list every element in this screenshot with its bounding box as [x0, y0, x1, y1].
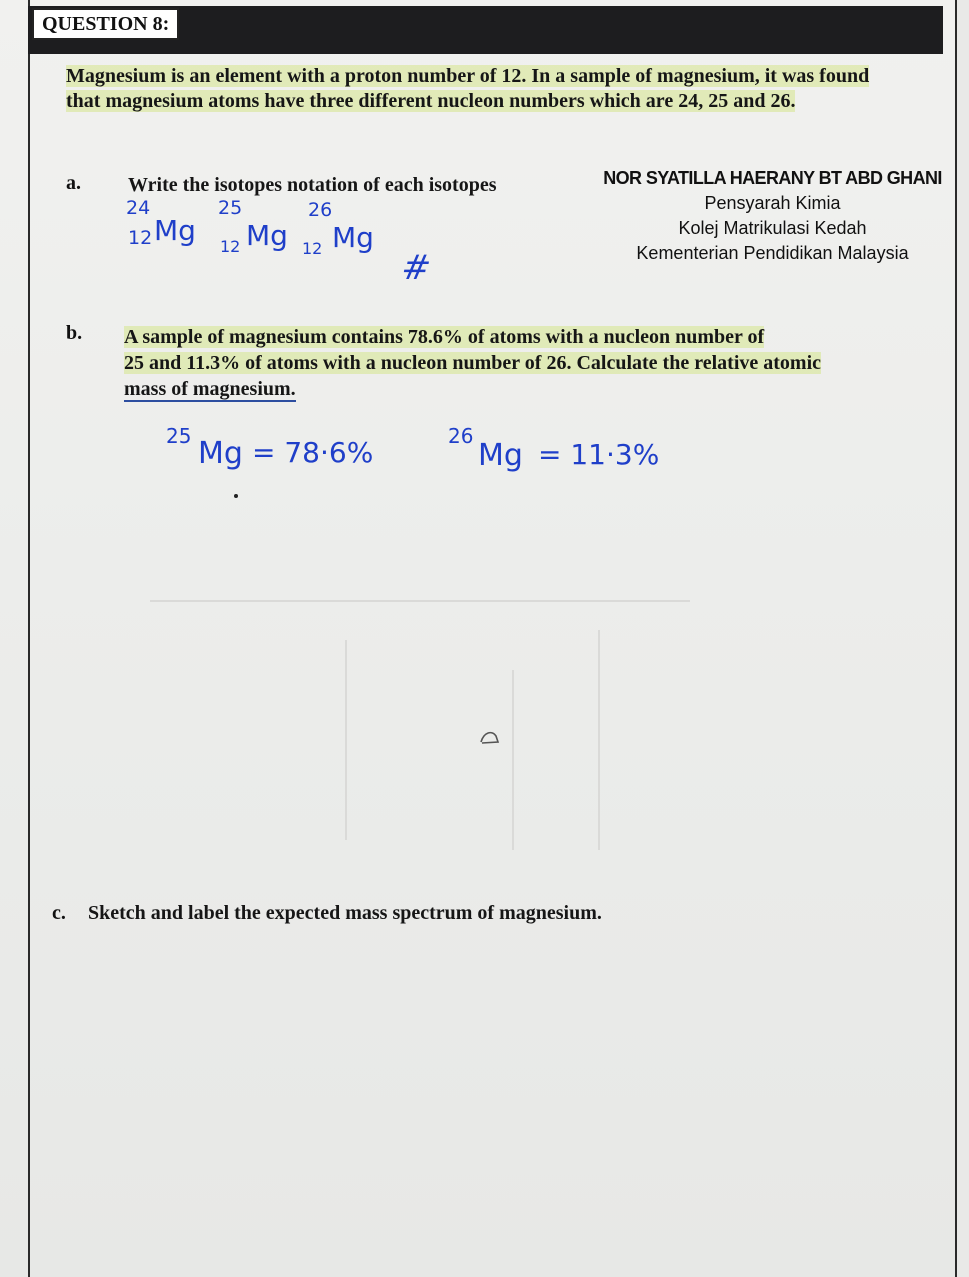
bleed-through-line	[598, 630, 600, 850]
end-mark: #	[398, 248, 435, 288]
part-c-question: Sketch and label the expected mass spectrum of magnesium.	[88, 902, 602, 924]
bleed-through-line	[150, 600, 690, 602]
worksheet-page: QUESTION 8: Magnesium is an element with a proton number of 12. In a sample of magnesium, it was found that magnesium atoms have three different nucleon numbers which are 24, 25 and 26. a. Write the isotopes notation of each isotopes 24 12 Mg 25 12 Mg 26 12 Mg # NOR SYATILLA HAERANY BT ABD GHANI Pensyarah Kimia Kolej Matrikulasi Kedah Kementerian Pendidikan Malaysia b. A sample of magnesium contains 78.6% of atoms with a nucleon number of 25 and 11.3% of atoms with a nucleon number of 26. Calculate the relative atomic mass of magnesium. 25 Mg = 78·6% 26 Mg = 11·3% c. Sketch and label the expected mass spectrum of magnesium.	[0, 0, 957, 1277]
bleed-through-line	[512, 670, 514, 850]
stamp-name: NOR SYATILLA HAERANY BT ABD GHANI	[603, 168, 942, 188]
stamp-title: Pensyarah Kimia	[704, 193, 841, 213]
part-b-line-2: 25 and 11.3% of atoms with a nucleon number of 26. Calculate the relative atomic	[124, 352, 822, 374]
pencil-mark-icon	[478, 728, 502, 746]
part-b-letter: b.	[66, 322, 83, 344]
stamp-college: Kolej Matrikulasi Kedah	[678, 218, 867, 238]
bleed-through-line	[345, 640, 347, 840]
stamp-ministry: Kementerian Pendidikan Malaysia	[636, 243, 909, 263]
part-a-letter: a.	[66, 172, 81, 194]
part-a-question: Write the isotopes notation of each isotopes	[128, 174, 497, 196]
intro-paragraph	[66, 64, 926, 114]
lecturer-stamp	[600, 166, 945, 266]
intro-line-1: Magnesium is an element with a proton number of 12. In a sample of magnesium, it was found	[66, 65, 870, 87]
part-b-line-1: A sample of magnesium contains 78.6% of atoms with a nucleon number of	[124, 326, 765, 348]
part-b-question	[124, 324, 884, 402]
part-c-letter: c.	[52, 902, 66, 924]
intro-line-2: that magnesium atoms have three different nucleon numbers which are 24, 25 and 26.	[66, 90, 796, 112]
ink-dot	[234, 494, 238, 498]
question-label: QUESTION 8:	[32, 8, 179, 40]
part-b-line-3: mass of magnesium.	[124, 378, 296, 400]
page-border	[28, 0, 30, 1277]
